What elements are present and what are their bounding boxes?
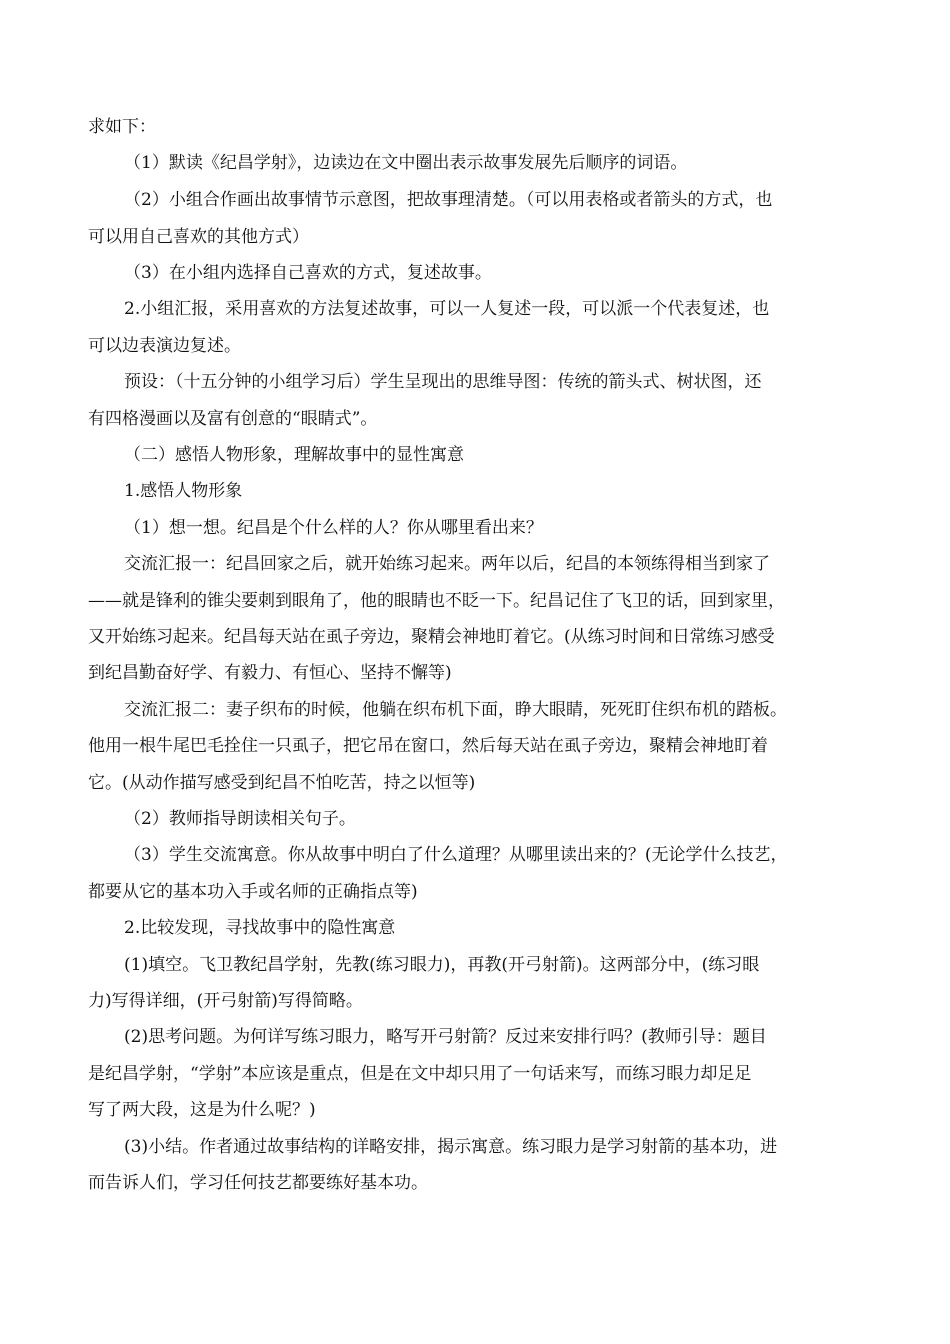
text-line: （2）教师指导朗读相关句子。 — [124, 809, 356, 829]
text-line: （3）在小组内选择自己喜欢的方式，复述故事。 — [124, 263, 492, 283]
section-heading: （二）感悟人物形象，理解故事中的显性寓意 — [124, 445, 464, 465]
subsection-heading: 2.比较发现，寻找故事中的隐性寓意 — [124, 918, 396, 938]
text-line: 求如下： — [88, 117, 156, 137]
text-line: 2.小组汇报，采用喜欢的方法复述故事，可以一人复述一段，可以派一个代表复述，也 — [124, 299, 770, 319]
text-line: 都要从它的基本功入手或名师的正确指点等) — [88, 882, 418, 902]
text-line: 他用一根牛尾巴毛拴住一只虱子，把它吊在窗口，然后每天站在虱子旁边，聚精会神地盯着 — [88, 736, 768, 756]
text-line: 又开始练习起来。纪昌每天站在虱子旁边，聚精会神地盯着它。(从练习时间和日常练习感受 — [88, 627, 775, 647]
text-line: (3)小结。作者通过故事结构的详略安排，揭示寓意。练习眼力是学习射箭的基本功，进 — [124, 1137, 778, 1157]
text-line: （1）想一想。纪昌是个什么样的人？你从哪里看出来？ — [124, 518, 543, 538]
text-line: ——就是锋利的锥尖要刺到眼角了，他的眼睛也不眨一下。纪昌记住了飞卫的话，回到家里， — [88, 591, 785, 611]
text-line: 有四格漫画以及富有创意的“眼睛式”。 — [88, 409, 378, 429]
text-line: 到纪昌勤奋好学、有毅力、有恒心、坚持不懈等) — [88, 663, 452, 683]
text-line: 力)写得详细，(开弓射箭)写得简略。 — [88, 991, 363, 1011]
text-line: 可以边表演边复述。 — [88, 336, 241, 356]
text-line: (1)填空。飞卫教纪昌学射，先教(练习眼力)，再教(开弓射箭)。这两部分中，(练习眼 — [124, 955, 760, 975]
text-line: 交流汇报二：妻子织布的时候，他躺在织布机下面，睁大眼睛，死死盯住织布机的踏板。 — [124, 700, 787, 720]
text-line: 可以用自己喜欢的其他方式） — [88, 227, 309, 247]
text-line: 是纪昌学射，“学射”本应该是重点，但是在文中却只用了一句话来写，而练习眼力却足足 — [88, 1064, 752, 1084]
text-line: (2)思考问题。为何详写练习眼力，略写开弓射箭？反过来安排行吗？(教师引导：题目 — [124, 1027, 767, 1047]
text-line: 而告诉人们，学习任何技艺都要练好基本功。 — [88, 1173, 428, 1193]
text-line: 交流汇报一：纪昌回家之后，就开始练习起来。两年以后，纪昌的本领练得相当到家了 — [124, 554, 770, 574]
text-line: 它。(从动作描写感受到纪昌不怕吃苦，持之以恒等) — [88, 773, 476, 793]
text-line: 写了两大段，这是为什么呢？) — [88, 1100, 316, 1120]
text-line: （2）小组合作画出故事情节示意图，把故事理清楚。（可以用表格或者箭头的方式，也 — [124, 190, 773, 210]
subsection-heading: 1.感悟人物形象 — [124, 481, 243, 501]
text-line: 预设：（十五分钟的小组学习后）学生呈现出的思维导图：传统的箭头式、树状图，还 — [124, 372, 762, 392]
text-line: （1）默读《纪昌学射》，边读边在文中圈出表示故事发展先后顺序的词语。 — [124, 153, 688, 173]
text-line: （3）学生交流寓意。你从故事中明白了什么道理？从哪里读出来的？(无论学什么技艺， — [124, 845, 788, 865]
